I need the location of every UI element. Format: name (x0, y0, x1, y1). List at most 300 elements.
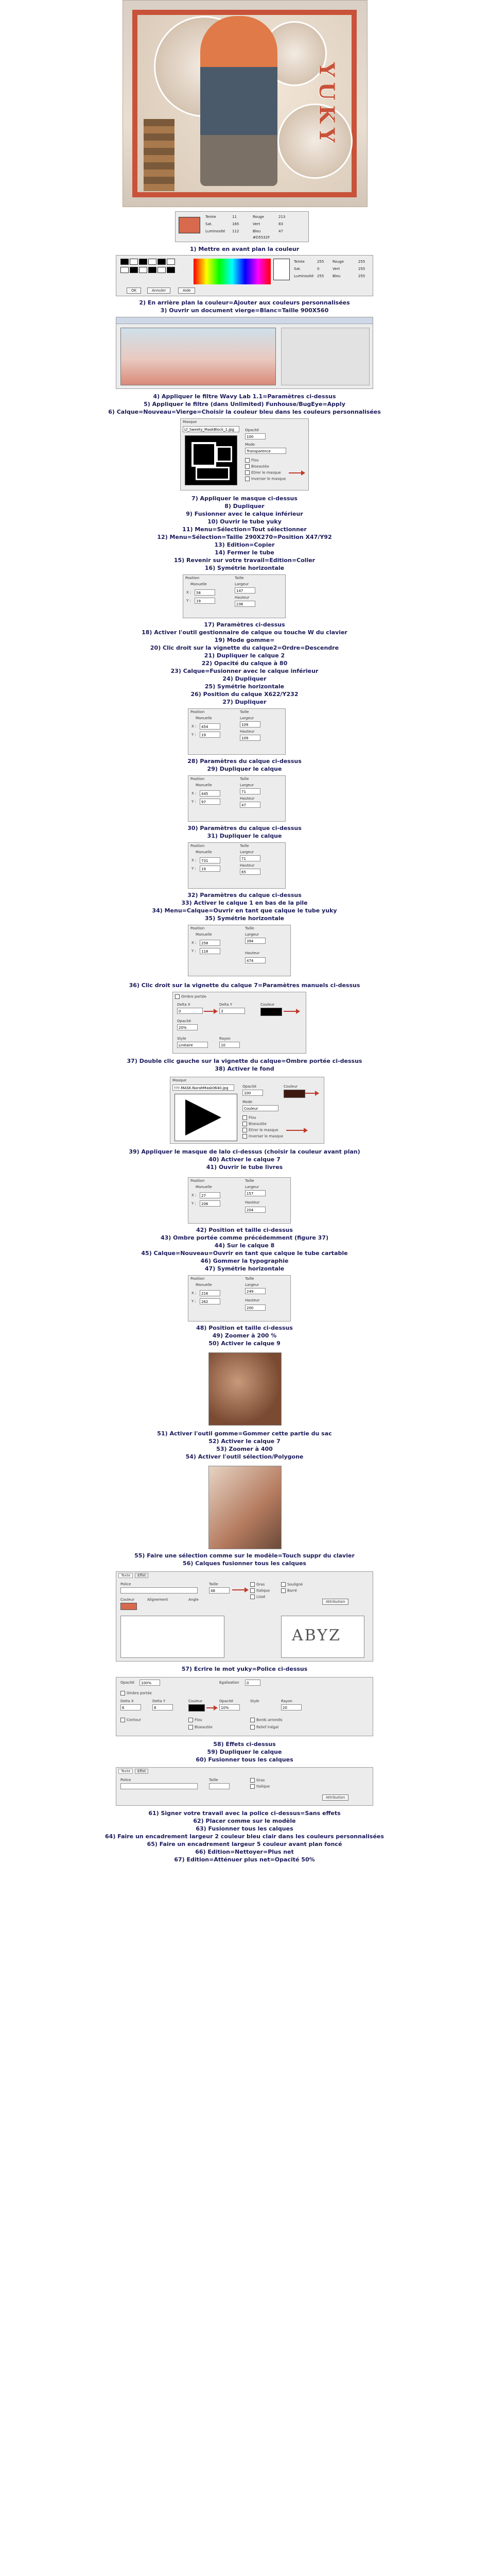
position-label: Position (190, 926, 205, 930)
checkbox[interactable] (175, 994, 180, 999)
tab-effect[interactable]: Effet (135, 1573, 148, 1578)
x-label: X : (191, 858, 197, 862)
bag-detail-image (208, 1352, 282, 1426)
manual-label[interactable]: Manuelle (196, 933, 212, 937)
banner-image (123, 0, 368, 207)
mask2-option-blur[interactable] (242, 1115, 256, 1120)
height-field[interactable]: 200 (245, 1304, 266, 1311)
option-label: Gras (256, 1582, 265, 1587)
mask-mode-select[interactable]: Transparence (245, 448, 286, 454)
step-12: 12) Menu=Sélection=Taille 290X270=Position X47/Y92 (157, 534, 332, 540)
mask2-color-swatch[interactable] (284, 1090, 305, 1098)
step-57: 57) Ecrire le mot yuky=Police ci-dessus (181, 1666, 308, 1672)
mask2-title: Masque (172, 1078, 187, 1082)
position-label: Position (190, 1277, 205, 1281)
grad-lum-label: Luminosité (294, 274, 314, 278)
step-49: 49) Zoomer à 200 % (212, 1332, 277, 1339)
effect-radius-field[interactable]: 20 (281, 1704, 302, 1710)
checkbox[interactable] (250, 1725, 255, 1730)
shadow-enable[interactable] (175, 994, 206, 999)
mask2-mode-select[interactable]: Couleur (242, 1105, 278, 1111)
width-label: Largeur (240, 783, 254, 787)
step-58: 58) Effets ci-dessus (213, 1741, 276, 1748)
option-label: Etirer le masque (251, 470, 281, 475)
mask2-panel (170, 1077, 324, 1144)
sat-label: Sat. (205, 222, 213, 226)
palette-tile[interactable] (148, 267, 156, 273)
shadow-opacity-label: Opacité (177, 1019, 191, 1023)
step-2: 2) En arrière plan la couleur=Ajouter aux couleurs personnalisées (139, 299, 350, 306)
palette-tile[interactable] (120, 259, 129, 265)
grad-sat-label: Sat. (294, 267, 301, 271)
mask-shape (191, 442, 216, 467)
step-43: 43) Ombre portée comme précédemment (figure 37) (160, 1234, 329, 1241)
step-38: 38) Activer le fond (215, 1065, 274, 1072)
step-15: 15) Revenir sur votre travail=Edition=Coller (173, 557, 316, 564)
mask2-option-bevel[interactable] (242, 1122, 267, 1126)
mask-panel (180, 418, 309, 490)
checkbox[interactable] (188, 1718, 193, 1722)
y-label: Y : (186, 599, 191, 603)
y-label: Y : (191, 949, 196, 953)
tab-text[interactable]: Texte (118, 1573, 133, 1578)
palette-tile[interactable] (130, 267, 138, 273)
wavy-settings (281, 328, 370, 385)
step-55: 55) Faire une sélection comme sur le modèle=Touch suppr du clavier (134, 1552, 355, 1559)
step-29: 29) Dupliquer le calque (207, 766, 282, 772)
step-9: 9) Fusionner avec le calque inférieur (186, 511, 303, 517)
palette-tile[interactable] (120, 267, 129, 273)
color-swatch (179, 217, 200, 233)
color-spectrum[interactable] (194, 259, 271, 284)
width-field[interactable]: 71 (240, 855, 260, 861)
option-label: Flou (249, 1115, 256, 1120)
step-19: 19) Mode gomme= (214, 637, 275, 643)
width-field[interactable]: 157 (245, 1190, 266, 1196)
grad-green-label: Vert (333, 267, 340, 271)
equalize-field[interactable]: 0 (245, 1680, 260, 1686)
manual-label[interactable]: Manuelle (196, 1185, 212, 1189)
tab-text[interactable]: Texte (118, 1769, 133, 1774)
y-field[interactable]: 19 (200, 732, 220, 738)
step-36: 36) Clic droit sur la vignette du calque 7=Paramètres manuels ci-dessus (129, 982, 360, 989)
step-30: 30) Paramètres du calque ci-dessus (187, 825, 302, 832)
x-field[interactable]: 454 (200, 723, 220, 730)
effect-option-rounded[interactable] (250, 1718, 283, 1722)
mask-shape (196, 467, 230, 480)
option-italic[interactable] (250, 1784, 270, 1789)
step-7: 7) Appliquer le masque ci-dessus (191, 495, 298, 502)
width-label: Largeur (240, 850, 254, 854)
size-field[interactable]: 48 (209, 1587, 230, 1594)
height-field[interactable]: 204 (245, 1207, 266, 1213)
grad-sat-value[interactable]: 0 (317, 267, 320, 271)
pointer-arrow (204, 1011, 217, 1012)
lum-value[interactable]: 112 (232, 229, 239, 233)
banner-character (200, 16, 277, 186)
step-48: 48) Position et taille ci-dessus (196, 1325, 293, 1331)
y-field[interactable]: 118 (200, 948, 220, 954)
step-45: 45) Calque=Nouveau=Ouvrir en tant que calque le tube cartable (141, 1250, 348, 1257)
option-label: Barré (287, 1588, 297, 1593)
size-label: Taille (240, 777, 249, 781)
checkbox[interactable] (245, 477, 250, 481)
font-label: Police (120, 1582, 131, 1586)
option-label: Lissé (256, 1595, 266, 1599)
step-39: 39) Appliquer le masque de lalo ci-dessus (choisir la couleur avant plan) (129, 1148, 360, 1155)
manual-label[interactable]: Manuelle (196, 850, 212, 854)
option-label: Inverser le masque (251, 477, 286, 481)
height-field[interactable]: 65 (240, 869, 260, 875)
option-label: Inverser le masque (249, 1134, 284, 1139)
red-value[interactable]: 213 (278, 215, 286, 219)
palette-tile[interactable] (167, 259, 175, 265)
step-37: 37) Double clic gauche sur la vignette du calque=Ombre portée ci-dessus (127, 1058, 362, 1064)
mask2-name-field[interactable]: !!!!.MASK.NarahMask0640.jpg (172, 1084, 234, 1091)
dx-label: Delta X (177, 1003, 190, 1007)
mask-option-blur[interactable] (245, 458, 259, 463)
font-select[interactable] (120, 1587, 198, 1594)
step-24: 24) Dupliquer (222, 675, 267, 682)
mask-title: Masque (183, 420, 197, 424)
height-field[interactable]: 474 (245, 957, 266, 963)
width-field[interactable]: 249 (245, 1288, 266, 1294)
option-underline[interactable] (281, 1582, 303, 1587)
shadow-label: Ombre portée (181, 994, 206, 999)
option-italic[interactable] (250, 1588, 270, 1593)
font-select[interactable] (120, 1783, 198, 1789)
effect-color-swatch[interactable] (188, 1704, 205, 1711)
checkbox[interactable] (242, 1128, 247, 1132)
option-label: Biseautée (251, 464, 269, 469)
height-label: Hauteur (240, 863, 255, 868)
pointer-arrow (286, 1130, 307, 1131)
wavy-lab-panel (116, 317, 373, 389)
option-strike[interactable] (281, 1588, 297, 1593)
step-25: 25) Symétrie horizontale (204, 683, 285, 690)
height-label: Hauteur (240, 730, 255, 734)
checkbox[interactable] (245, 458, 250, 463)
step-53: 53) Zoomer à 400 (216, 1446, 273, 1452)
step-17: 17) Paramètres ci-dessus (204, 621, 285, 628)
mask2-opacity-field[interactable]: 100 (242, 1090, 263, 1096)
height-label: Hauteur (245, 1200, 260, 1205)
step-28: 28) Paramètres du calque ci-dessus (187, 758, 302, 765)
effect-dy-label: Delta Y (152, 1699, 166, 1703)
position-panel-3 (188, 775, 286, 822)
palette-tile[interactable] (148, 259, 156, 265)
effect-panel (116, 1677, 373, 1736)
height-label: Hauteur (245, 1298, 260, 1302)
option-smooth[interactable] (250, 1595, 265, 1599)
wavy-preview (120, 328, 276, 385)
white-preview (273, 259, 290, 280)
x-field[interactable]: 216 (200, 1290, 220, 1296)
step-50: 50) Activer le calque 9 (208, 1340, 281, 1347)
palette-tile[interactable] (139, 267, 147, 273)
option-label: Italique (256, 1784, 270, 1789)
y-field[interactable]: 19 (200, 866, 220, 872)
manual-label[interactable]: Manuelle (196, 783, 212, 787)
mask-opacity-field[interactable]: 100 (245, 433, 266, 439)
effect-opacity-field[interactable]: 100% (139, 1680, 160, 1686)
option-label: Contour (127, 1718, 141, 1722)
tab-effect[interactable]: Effet (135, 1769, 148, 1774)
grad-hue-label: Teinte (294, 260, 305, 264)
custom-colors-panel (116, 255, 373, 296)
step-11: 11) Menu=Sélection=Tout sélectionner (182, 526, 307, 533)
pointer-arrow (284, 1011, 299, 1012)
mask2-option-stretch[interactable] (242, 1128, 278, 1132)
apply-button[interactable]: Attribution (322, 1599, 348, 1605)
step-10: 10) Ouvrir le tube yuky (207, 518, 282, 525)
x-field[interactable]: 731 (200, 857, 220, 863)
signature-text-panel (116, 1767, 373, 1806)
position-label: Position (185, 576, 200, 580)
checkbox[interactable] (250, 1582, 255, 1587)
pointer-arrow (232, 1589, 248, 1590)
equalize-label: Egalisation (219, 1681, 239, 1685)
hex-value[interactable]: #D5532F (253, 235, 270, 240)
shadow-style-select[interactable]: Linéaire (177, 1042, 208, 1048)
cancel-button[interactable]: Annuler (147, 287, 170, 294)
step-64: 64) Faire un encadrement largeur 2 couleur bleu clair dans les couleurs personnalisées (105, 1833, 384, 1840)
mask2-color-label: Couleur (284, 1084, 298, 1089)
position-panel-1 (183, 574, 286, 618)
option-label: Ombre portée (127, 1691, 152, 1696)
checkbox[interactable] (245, 464, 250, 469)
sat-value[interactable]: 165 (232, 222, 239, 226)
step-41: 41) Ouvrir le tube livres (206, 1164, 283, 1171)
y-label: Y : (191, 733, 196, 737)
step-40: 40) Activer le calque 7 (208, 1156, 281, 1163)
width-field[interactable]: 71 (240, 788, 260, 794)
manual-label[interactable]: Manuelle (196, 716, 212, 720)
mask-option-invert[interactable] (245, 477, 286, 481)
font-list[interactable] (120, 1616, 224, 1658)
step-61: 61) Signer votre travail avec la police ci-dessus=Sans effets (148, 1810, 341, 1817)
size-field[interactable] (209, 1783, 230, 1789)
angle-label: Angle (188, 1598, 199, 1602)
grad-red-value[interactable]: 255 (358, 260, 365, 264)
height-field[interactable]: 236 (235, 601, 255, 607)
step-35: 35) Symétrie horizontale (204, 915, 285, 922)
y-field[interactable]: 19 (195, 598, 215, 604)
position-label: Position (190, 777, 205, 781)
x-label: X : (191, 941, 197, 945)
dx-field[interactable]: 0 (177, 1008, 203, 1014)
x-field[interactable]: 58 (195, 589, 215, 596)
option-bold[interactable] (250, 1778, 265, 1783)
step-51: 51) Activer l'outil gomme=Gommer cette partie du sac (157, 1430, 332, 1437)
option-label: Flou (251, 458, 259, 463)
step-56: 56) Calques fusionner tous les calques (183, 1560, 306, 1567)
position-panel-6 (188, 1177, 291, 1224)
checkbox[interactable] (281, 1582, 286, 1587)
position-panel-4 (188, 842, 286, 889)
mask-option-bevel[interactable] (245, 464, 269, 469)
effect-dy-field[interactable]: 8 (152, 1704, 173, 1710)
palette-tile[interactable] (158, 259, 166, 265)
shadow-radius-field[interactable]: 10 (219, 1042, 240, 1048)
y-label: Y : (191, 1299, 196, 1303)
shadow-opacity-field[interactable]: 20% (177, 1024, 198, 1030)
step-31: 31) Dupliquer le calque (207, 833, 282, 839)
step-65: 65) Faire un encadrement largeur 5 couleur avant plan foncé (147, 1841, 342, 1848)
step-5: 5) Appliquer le filtre (dans Unlimited) Funhouse/BugEye=Apply (144, 401, 345, 408)
checkbox[interactable] (245, 470, 250, 475)
blue-label: Bleu (253, 229, 261, 233)
checkbox[interactable] (250, 1784, 255, 1789)
width-field[interactable]: 109 (240, 721, 260, 727)
effect-opacity2-field[interactable]: 10% (219, 1704, 240, 1710)
checkbox[interactable] (250, 1778, 255, 1783)
width-label: Largeur (245, 1185, 259, 1189)
step-46: 46) Gommer la typographie (200, 1258, 289, 1264)
step-42: 42) Position et taille ci-dessus (196, 1227, 293, 1233)
size-label: Taille (240, 710, 249, 714)
width-field[interactable]: 147 (235, 587, 255, 594)
width-label: Largeur (245, 933, 259, 937)
width-label: Largeur (235, 582, 249, 586)
checkbox[interactable] (120, 1691, 125, 1696)
effect-option-blur[interactable] (188, 1718, 202, 1722)
step-4: 4) Appliquer le filtre Wavy Lab 1.1=Paramètres ci-dessus (153, 393, 336, 400)
height-label: Hauteur (245, 951, 260, 955)
x-label: X : (191, 1291, 197, 1295)
checkbox[interactable] (242, 1134, 247, 1139)
position-label: Position (190, 710, 205, 714)
step-18: 18) Activer l'outil gestionnaire de calque ou touche W du clavier (142, 629, 347, 636)
text-color-swatch[interactable] (120, 1603, 137, 1610)
effect-option-relief[interactable] (250, 1725, 278, 1730)
option-label: Relief inégal (256, 1725, 279, 1730)
option-label: Flou (195, 1718, 202, 1722)
effect-color-label: Couleur (188, 1699, 203, 1703)
shadow-color-label: Couleur (260, 1003, 275, 1007)
text-panel (116, 1571, 373, 1662)
x-field[interactable]: 445 (200, 790, 220, 796)
shadow-color-swatch[interactable] (260, 1008, 282, 1016)
position-label: Position (190, 1179, 205, 1183)
hue-value[interactable]: 11 (232, 215, 237, 219)
checkbox[interactable] (188, 1725, 193, 1730)
manual-label[interactable]: Manuelle (196, 1283, 212, 1287)
option-label: Souligné (287, 1582, 303, 1587)
checkbox[interactable] (242, 1122, 247, 1126)
grad-green-value[interactable]: 255 (358, 267, 365, 271)
pointer-arrow (206, 1707, 217, 1708)
height-field[interactable]: 109 (240, 735, 260, 741)
width-label: Largeur (245, 1283, 259, 1287)
grad-blue-value[interactable]: 255 (358, 274, 365, 278)
grad-hue-value[interactable]: 255 (317, 260, 324, 264)
mask-option-stretch[interactable] (245, 470, 281, 475)
manual-label[interactable]: Manuelle (190, 582, 207, 586)
mask2-mode-label: Mode (242, 1100, 253, 1104)
font-label: Police (120, 1778, 131, 1782)
blue-value[interactable]: 47 (278, 229, 283, 233)
palette-tile[interactable] (139, 259, 147, 265)
mask-opacity-label: Opacité (245, 428, 259, 432)
effect-option-bevel[interactable] (188, 1725, 213, 1730)
width-label: Largeur (240, 716, 254, 720)
y-field[interactable]: 206 (200, 1200, 220, 1207)
y-label: Y : (191, 1201, 196, 1206)
shadow-panel (172, 992, 306, 1054)
option-label: Biseautée (249, 1122, 267, 1126)
option-label: Gras (256, 1778, 265, 1783)
y-label: Y : (191, 867, 196, 871)
step-33: 33) Activer le calque 1 en bas de la pile (181, 900, 308, 906)
checkbox[interactable] (250, 1588, 255, 1593)
step-6: 6) Calque=Nouveau=Vierge=Choisir la couleur bleu dans les couleurs personnalisées (108, 409, 381, 415)
mask2-option-invert[interactable] (242, 1134, 283, 1139)
step-8: 8) Dupliquer (224, 503, 265, 510)
effect-option-outline[interactable] (120, 1718, 141, 1722)
help-button[interactable]: Aide (178, 287, 195, 294)
dy-field[interactable]: 3 (219, 1008, 245, 1014)
apply-button[interactable]: Attribution (322, 1794, 348, 1801)
mask2-shape (185, 1099, 221, 1136)
palette-tile[interactable] (167, 267, 175, 273)
width-field[interactable]: 394 (245, 938, 266, 944)
step-21: 21) Dupliquer le calque 2 (204, 652, 285, 659)
y-label: Y : (191, 800, 196, 804)
step-62: 62) Placer comme sur le modèle (193, 1818, 296, 1824)
effect-dx-field[interactable]: 6 (120, 1704, 141, 1710)
effect-shadow-enable[interactable] (120, 1691, 152, 1696)
ok-button[interactable]: OK (127, 287, 141, 294)
checkbox[interactable] (250, 1718, 255, 1722)
y-field[interactable]: 97 (200, 799, 220, 805)
green-value[interactable]: 83 (278, 222, 283, 226)
step-47: 47) Symétrie horizontale (204, 1265, 285, 1272)
option-label: Italique (256, 1588, 270, 1593)
banner-books (144, 119, 174, 191)
effect-style-label: Style (250, 1699, 259, 1703)
size-label: Taille (235, 576, 244, 580)
mask-shape (216, 446, 232, 462)
size-label: Taille (245, 926, 254, 930)
option-bold[interactable] (250, 1582, 265, 1587)
dialog-titlebar (116, 317, 373, 324)
step-54: 54) Activer l'outil sélection/Polygone (185, 1453, 304, 1460)
grad-lum-value[interactable]: 255 (317, 274, 324, 278)
banner-title: YUKY (315, 62, 339, 148)
x-field[interactable]: 258 (200, 940, 220, 946)
step-20: 20) Clic droit sur la vignette du calque2=Ordre=Descendre (150, 645, 339, 651)
checkbox[interactable] (242, 1115, 247, 1120)
step-63: 63) Fusionner tous les calques (196, 1825, 293, 1832)
step-26: 26) Position du calque X622/Y232 (190, 691, 299, 698)
checkbox[interactable] (281, 1588, 286, 1593)
x-field[interactable]: 27 (200, 1192, 220, 1198)
checkbox[interactable] (120, 1718, 125, 1722)
option-label: Biseautée (195, 1725, 213, 1730)
y-field[interactable]: 262 (200, 1298, 220, 1304)
size-label: Taille (209, 1582, 218, 1586)
step-22: 22) Opacité du calque à 80 (201, 660, 288, 667)
option-label: Etirer le masque (249, 1128, 278, 1132)
checkbox[interactable] (250, 1595, 255, 1599)
step-14: 14) Fermer le tube (215, 549, 274, 556)
green-label: Vert (253, 222, 260, 226)
height-field[interactable]: 47 (240, 802, 260, 808)
palette-tile[interactable] (130, 259, 138, 265)
palette-tile[interactable] (158, 267, 166, 273)
mask-name-field[interactable]: Lf_Sweety_MaskBlock_1.jpg (183, 426, 239, 432)
